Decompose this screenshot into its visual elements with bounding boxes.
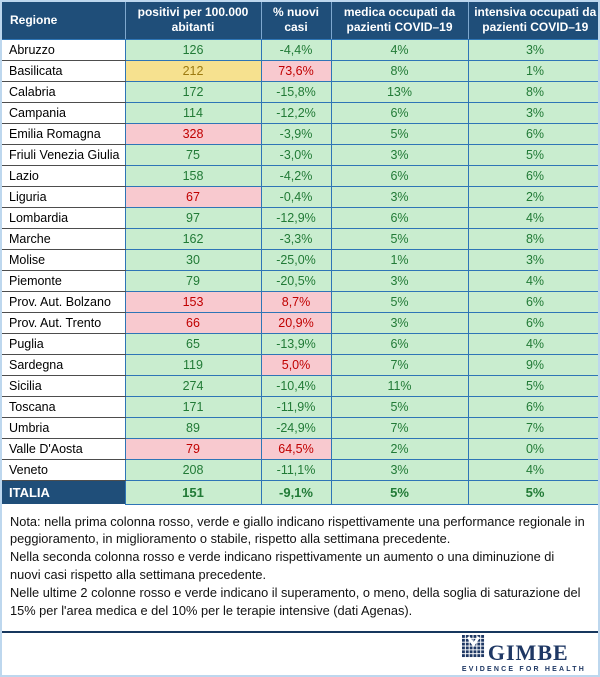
value-cell: 5% <box>331 228 468 249</box>
note-box <box>2 505 598 632</box>
value-cell: 75 <box>125 144 261 165</box>
region-name-cell: Sardegna <box>2 354 125 375</box>
value-cell: 0% <box>468 438 600 459</box>
value-cell: 6% <box>468 123 600 144</box>
value-cell: 97 <box>125 207 261 228</box>
table-row <box>2 186 600 207</box>
value-cell: 5% <box>331 291 468 312</box>
value-cell: 6% <box>468 312 600 333</box>
value-cell: 6% <box>468 291 600 312</box>
region-name-cell: Prov. Aut. Trento <box>2 312 125 333</box>
value-cell: 73,6% <box>261 60 331 81</box>
value-cell: -4,2% <box>261 165 331 186</box>
value-cell: 6% <box>468 396 600 417</box>
value-cell: 171 <box>125 396 261 417</box>
value-cell: 7% <box>331 417 468 438</box>
value-cell: 11% <box>331 375 468 396</box>
value-cell: -20,5% <box>261 270 331 291</box>
value-cell: 67 <box>125 186 261 207</box>
table-row <box>2 312 600 333</box>
region-name-cell: Umbria <box>2 417 125 438</box>
value-cell: 7% <box>331 354 468 375</box>
table-header-row <box>2 2 600 39</box>
value-cell: 3% <box>468 39 600 60</box>
table-row <box>2 396 600 417</box>
value-cell: 8,7% <box>261 291 331 312</box>
value-cell: -12,9% <box>261 207 331 228</box>
value-cell: 30 <box>125 249 261 270</box>
header-cell-area-medica: medica occupati da pazienti COVID–19 <box>331 2 468 39</box>
value-cell: 5,0% <box>261 354 331 375</box>
region-name-cell: Puglia <box>2 333 125 354</box>
value-cell: -15,8% <box>261 81 331 102</box>
value-cell: 4% <box>468 270 600 291</box>
value-cell: 6% <box>331 207 468 228</box>
gimbe-tagline: EVIDENCE FOR HEALTH <box>461 666 586 673</box>
value-cell: 1% <box>331 249 468 270</box>
table-row <box>2 333 600 354</box>
value-cell: 8% <box>468 228 600 249</box>
value-cell: 3% <box>468 249 600 270</box>
gimbe-logo-top <box>462 635 569 666</box>
table-row <box>2 102 600 123</box>
value-cell: 5% <box>331 480 468 504</box>
region-name-cell: Veneto <box>2 459 125 480</box>
value-cell: 5% <box>468 375 600 396</box>
value-cell: 6% <box>468 165 600 186</box>
table-row <box>2 123 600 144</box>
value-cell: 4% <box>468 207 600 228</box>
value-cell: 212 <box>125 60 261 81</box>
value-cell: -11,9% <box>261 396 331 417</box>
region-name-cell: Lombardia <box>2 207 125 228</box>
region-name-cell: Basilicata <box>2 60 125 81</box>
table-row <box>2 291 600 312</box>
value-cell: 8% <box>331 60 468 81</box>
value-cell: 4% <box>468 459 600 480</box>
header-cell-nuovi-casi: % nuovi casi <box>261 2 331 39</box>
value-cell: 79 <box>125 438 261 459</box>
region-name-cell: Emilia Romagna <box>2 123 125 144</box>
region-name-cell: Friuli Venezia Giulia <box>2 144 125 165</box>
value-cell: 172 <box>125 81 261 102</box>
value-cell: 3% <box>331 459 468 480</box>
value-cell: 6% <box>331 165 468 186</box>
value-cell: -3,3% <box>261 228 331 249</box>
table-row <box>2 438 600 459</box>
region-name-cell: Valle D'Aosta <box>2 438 125 459</box>
table-row <box>2 207 600 228</box>
gimbe-wordmark: GIMBE <box>487 640 569 666</box>
value-cell: 5% <box>331 396 468 417</box>
value-cell: 153 <box>125 291 261 312</box>
value-cell: -25,0% <box>261 249 331 270</box>
header-cell-terapia-intensiva: intensiva occupati da pazienti COVID–19 <box>468 2 600 39</box>
value-cell: 151 <box>125 480 261 504</box>
region-name-cell: Abruzzo <box>2 39 125 60</box>
note-paragraph-3: Nelle ultime 2 colonne rosso e verde indicano il superamento, o meno, della soglia di saturazione del 15% per l'area medica e del 10% per le terapie intensive (dati Agenas). <box>10 585 581 619</box>
value-cell: 1% <box>468 60 600 81</box>
table-row <box>2 60 600 81</box>
value-cell: 20,9% <box>261 312 331 333</box>
covid-regions-table <box>2 2 600 505</box>
table-total-row <box>2 480 600 504</box>
region-name-cell: Campania <box>2 102 125 123</box>
value-cell: 5% <box>468 480 600 504</box>
value-cell: 4% <box>468 333 600 354</box>
value-cell: 3% <box>331 144 468 165</box>
table-row <box>2 459 600 480</box>
value-cell: 6% <box>331 333 468 354</box>
table-row <box>2 165 600 186</box>
value-cell: -3,9% <box>261 123 331 144</box>
value-cell: 4% <box>331 39 468 60</box>
value-cell: -4,4% <box>261 39 331 60</box>
table-row <box>2 249 600 270</box>
gimbe-logo <box>462 635 586 673</box>
value-cell: 7% <box>468 417 600 438</box>
value-cell: 126 <box>125 39 261 60</box>
value-cell: -13,9% <box>261 333 331 354</box>
value-cell: -3,0% <box>261 144 331 165</box>
value-cell: 3% <box>331 270 468 291</box>
value-cell: 66 <box>125 312 261 333</box>
note-paragraph-1: Nota: nella prima colonna rosso, verde e giallo indicano rispettivamente una performance regionale in peggioramento, in miglioramento o stabile, rispetto alla settimana precedente. <box>10 513 585 547</box>
value-cell: 274 <box>125 375 261 396</box>
region-name-cell: Prov. Aut. Bolzano <box>2 291 125 312</box>
value-cell: 119 <box>125 354 261 375</box>
value-cell: 9% <box>468 354 600 375</box>
region-name-cell: Sicilia <box>2 375 125 396</box>
value-cell: 2% <box>331 438 468 459</box>
totale-label-cell: ITALIA <box>2 480 125 504</box>
value-cell: 2% <box>468 186 600 207</box>
region-name-cell: Marche <box>2 228 125 249</box>
header-cell-positivi: positivi per 100.000 abitanti <box>125 2 261 39</box>
footer <box>2 631 598 675</box>
value-cell: 13% <box>331 81 468 102</box>
value-cell: -10,4% <box>261 375 331 396</box>
table-row <box>2 417 600 438</box>
gimbe-grid-check-icon <box>462 635 485 663</box>
table-body <box>2 39 600 504</box>
region-name-cell: Piemonte <box>2 270 125 291</box>
value-cell: -9,1% <box>261 480 331 504</box>
region-name-cell: Calabria <box>2 81 125 102</box>
region-name-cell: Toscana <box>2 396 125 417</box>
table-row <box>2 228 600 249</box>
value-cell: 5% <box>331 123 468 144</box>
header-cell-regione: Regione <box>2 2 125 39</box>
value-cell: -11,1% <box>261 459 331 480</box>
value-cell: 89 <box>125 417 261 438</box>
table-row <box>2 354 600 375</box>
region-name-cell: Lazio <box>2 165 125 186</box>
region-name-cell: Liguria <box>2 186 125 207</box>
value-cell: 3% <box>331 186 468 207</box>
value-cell: -12,2% <box>261 102 331 123</box>
value-cell: 79 <box>125 270 261 291</box>
value-cell: 328 <box>125 123 261 144</box>
value-cell: 162 <box>125 228 261 249</box>
table-row <box>2 144 600 165</box>
table-header <box>2 2 600 39</box>
table-row <box>2 39 600 60</box>
value-cell: -0,4% <box>261 186 331 207</box>
value-cell: 5% <box>468 144 600 165</box>
value-cell: 158 <box>125 165 261 186</box>
value-cell: 3% <box>331 312 468 333</box>
note-paragraph-2: Nella seconda colonna rosso e verde indicano rispettivamente un aumento o una diminuzione di nuovi casi rispetto alla settimana precedente. <box>10 549 555 583</box>
table-row <box>2 270 600 291</box>
value-cell: 114 <box>125 102 261 123</box>
table-row <box>2 375 600 396</box>
value-cell: 208 <box>125 459 261 480</box>
value-cell: -24,9% <box>261 417 331 438</box>
value-cell: 64,5% <box>261 438 331 459</box>
region-name-cell: Molise <box>2 249 125 270</box>
table-row <box>2 81 600 102</box>
value-cell: 65 <box>125 333 261 354</box>
value-cell: 6% <box>331 102 468 123</box>
value-cell: 8% <box>468 81 600 102</box>
value-cell: 3% <box>468 102 600 123</box>
